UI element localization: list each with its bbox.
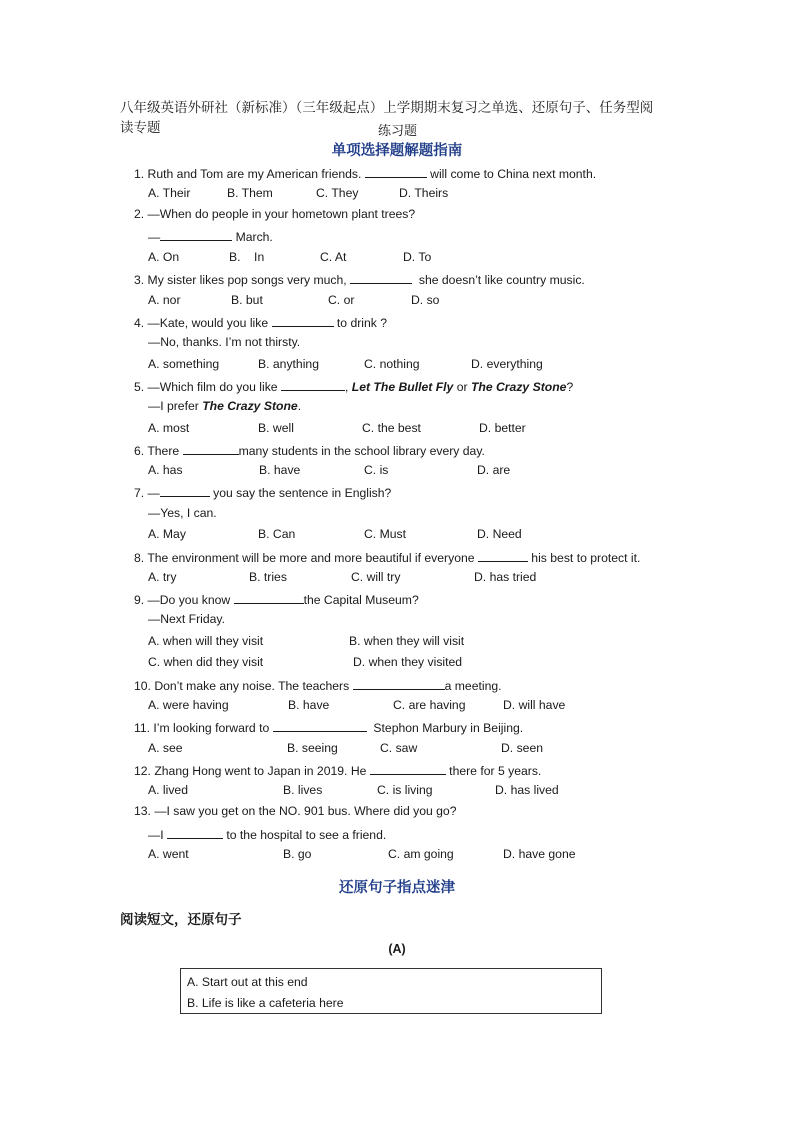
option-6b: B. have — [259, 463, 301, 477]
option-2b: B. In — [229, 250, 265, 264]
answer-blank — [478, 549, 528, 562]
option-12b: B. lives — [283, 783, 323, 797]
answer-blank — [273, 719, 367, 732]
question-12: 12. Zhang Hong went to Japan in 2019. He there for 5 years. — [134, 764, 542, 778]
option-10d: D. will have — [503, 698, 566, 712]
option-3b: B. but — [231, 293, 263, 307]
question-7: 7. — you say the sentence in English? — [134, 486, 392, 500]
question-9: 9. —Do you know the Capital Museum? — [134, 593, 419, 607]
question-10: 10. Don’t make any noise. The teachers a meeting. — [134, 679, 502, 693]
answer-blank — [160, 228, 232, 241]
answer-blank — [272, 314, 334, 327]
option-6c: C. is — [364, 463, 389, 477]
question-11: 11. I’m looking forward to Stephon Marbury in Beijing. — [134, 721, 524, 735]
answer-line-13: —I to the hospital to see a friend. — [148, 828, 387, 842]
passage-label: (A) — [388, 942, 406, 956]
reading-instruction: 阅读短文，还原句子 — [120, 912, 242, 927]
answer-blank — [370, 762, 446, 775]
answer-blank — [365, 165, 427, 178]
option-5d: D. better — [479, 421, 526, 435]
answer-line-7: —Yes, I can. — [148, 506, 217, 520]
option-6a: A. has — [148, 463, 183, 477]
option-10a: A. were having — [148, 698, 229, 712]
option-11c: C. saw — [380, 741, 418, 755]
answer-blank — [234, 591, 304, 604]
question-8: 8. The environment will be more and more beautiful if everyone his best to protect it. — [134, 551, 641, 565]
option-8a: A. try — [148, 570, 177, 584]
question-6: 6. There many students in the school library every day. — [134, 444, 485, 458]
document-title-line-1: 八年级英语外研社（新标准）（三年级起点）上学期期末复习之单选、还原句子、任务型阅 — [120, 100, 654, 115]
option-1d: D. Theirs — [399, 186, 449, 200]
answer-blank — [281, 378, 345, 391]
option-3a: A. nor — [148, 293, 181, 307]
option-12c: C. is living — [377, 783, 433, 797]
option-5a: A. most — [148, 421, 190, 435]
option-2d: D. To — [403, 250, 432, 264]
option-11d: D. seen — [501, 741, 544, 755]
option-9a: A. when will they visit — [148, 634, 264, 648]
option-13a: A. went — [148, 847, 189, 861]
option-7c: C. Must — [364, 527, 406, 541]
option-1a: A. Their — [148, 186, 191, 200]
option-12a: A. lived — [148, 783, 188, 797]
option-1c: C. They — [316, 186, 359, 200]
option-9d: D. when they visited — [353, 655, 463, 669]
option-7a: A. May — [148, 527, 186, 541]
option-3d: D. so — [411, 293, 440, 307]
option-8b: B. tries — [249, 570, 287, 584]
section-title-multiple-choice: 单项选择题解题指南 — [331, 142, 463, 159]
option-4d: D. everything — [471, 357, 543, 371]
option-5b: B. well — [258, 421, 294, 435]
question-5: 5. —Which film do you like , Let The Bullet Fly or The Crazy Stone? — [134, 380, 574, 394]
option-1b: B. Them — [227, 186, 273, 200]
option-2a: A. On — [148, 250, 180, 264]
option-8c: C. will try — [351, 570, 401, 584]
option-4a: A. something — [148, 357, 220, 371]
option-8d: D. has tried — [474, 570, 537, 584]
answer-blank — [353, 677, 445, 690]
option-11a: A. see — [148, 741, 183, 755]
option-4b: B. anything — [258, 357, 319, 371]
option-11b: B. seeing — [287, 741, 338, 755]
option-13b: B. go — [283, 847, 312, 861]
option-10c: C. are having — [393, 698, 466, 712]
box-option-b: B. Life is like a cafeteria here — [187, 996, 344, 1010]
option-2c: C. At — [320, 250, 347, 264]
option-10b: B. have — [288, 698, 330, 712]
section-title-sentence-restoration: 还原句子指点迷津 — [339, 879, 455, 896]
box-option-a: A. Start out at this end — [187, 975, 308, 989]
answer-blank — [183, 442, 239, 455]
document-title-line-2: 读专题 — [120, 120, 161, 135]
question-3: 3. My sister likes pop songs very much, she doesn’t like country music. — [134, 273, 585, 287]
option-5c: C. the best — [362, 421, 421, 435]
answer-blank — [160, 484, 210, 497]
option-13c: C. am going — [388, 847, 454, 861]
option-9c: C. when did they visit — [148, 655, 264, 669]
answer-line-2: — March. — [148, 230, 273, 244]
document-subtitle: 练习题 — [378, 123, 418, 138]
answer-line-9: —Next Friday. — [148, 612, 225, 626]
option-13d: D. have gone — [503, 847, 576, 861]
answer-line-4: —No, thanks. I’m not thirsty. — [148, 335, 301, 349]
answer-line-5: —I prefer The Crazy Stone. — [148, 399, 302, 413]
question-2: 2. —When do people in your hometown plant trees? — [134, 207, 416, 221]
option-12d: D. has lived — [495, 783, 559, 797]
question-4: 4. —Kate, would you like to drink ? — [134, 316, 388, 330]
option-6d: D. are — [477, 463, 511, 477]
option-7d: D. Need — [477, 527, 522, 541]
question-1: 1. Ruth and Tom are my American friends. will come to China next month. — [134, 167, 597, 181]
option-3c: C. or — [328, 293, 355, 307]
option-7b: B. Can — [258, 527, 296, 541]
answer-blank — [167, 826, 223, 839]
option-9b: B. when they will visit — [349, 634, 465, 648]
question-13: 13. —I saw you get on the NO. 901 bus. Where did you go? — [134, 804, 457, 818]
option-4c: C. nothing — [364, 357, 420, 371]
answer-blank — [350, 271, 412, 284]
